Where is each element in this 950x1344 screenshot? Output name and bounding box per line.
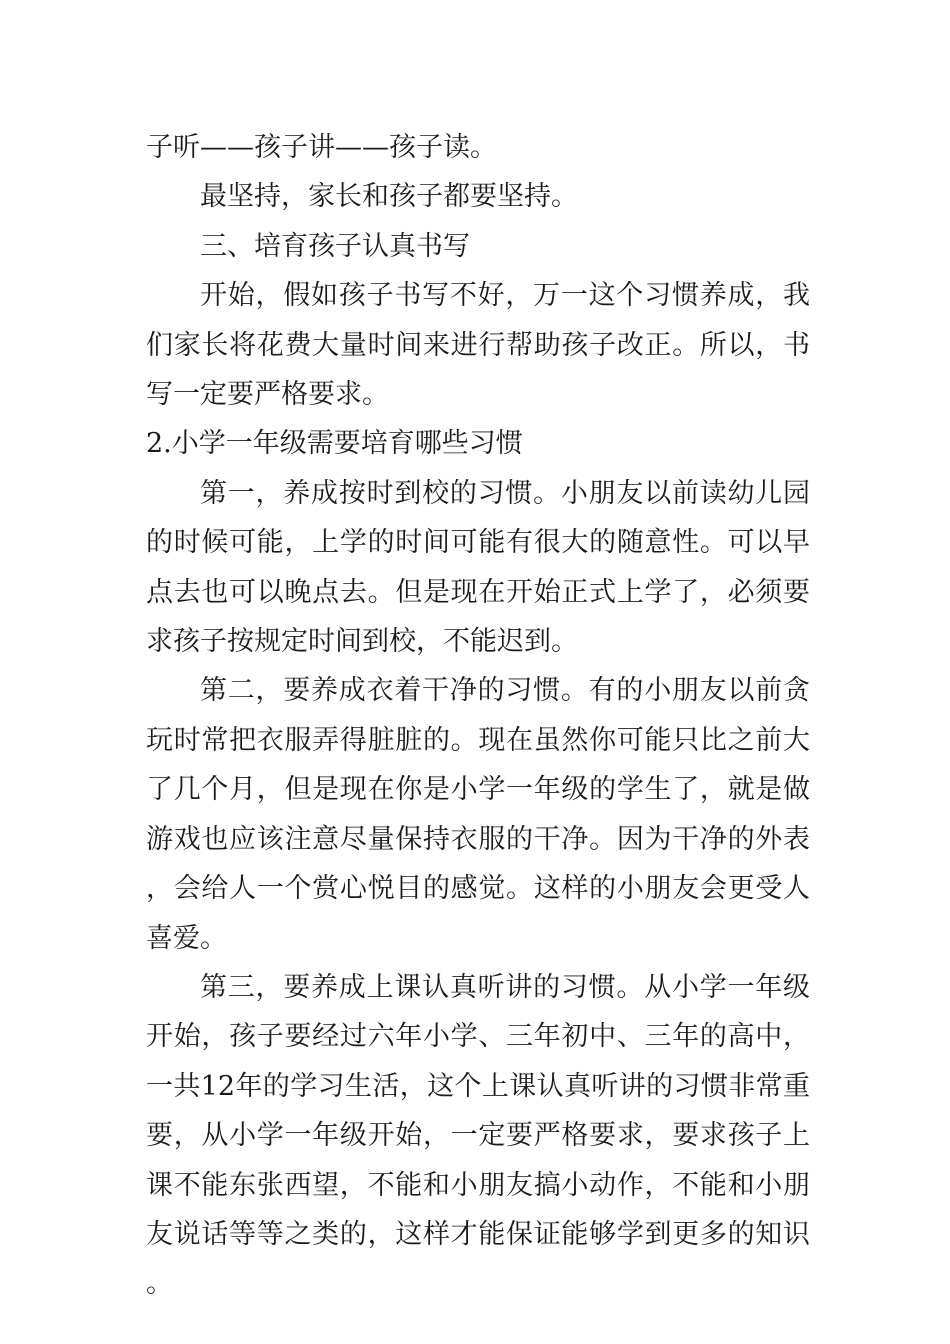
paragraph-habit-listening: 第三，要养成上课认真听讲的习惯。从小学一年级开始，孩子要经过六年小学、三年初中、三年的高中，一共12年的学习生活，这个上课认真听讲的习惯非常重要，从小学一年级开始，一定要严格要求，要求孩子上课不能东张西望，不能和小朋友搞小动作，不能和小朋友说话等等之类的，这样才能保证能够学到更多的知识。 xyxy=(146,971,810,1300)
document-body xyxy=(146,123,810,1309)
paragraph-habit-clean-clothes: 第二，要养成衣着干净的习惯。有的小朋友以前贪玩时常把衣服弄得脏脏的。现在虽然你可能只比之前大了几个月，但是现在你是小学一年级的学生了，就是做游戏也应该注意尽量保持衣服的干净。因为干净的外表，会给人一个赏心悦目的感觉。这样的小朋友会更受人喜爱。 xyxy=(146,675,810,954)
paragraph-persistence: 最坚持，家长和孩子都要坚持。 xyxy=(200,181,578,213)
paragraph-habit-punctuality: 第一，养成按时到校的习惯。小朋友以前读幼儿园的时候可能，上学的时间可能有很大的随意性。可以早点去也可以晚点去。但是现在开始正式上学了，必须要求孩子按规定时间到校，不能迟到。 xyxy=(146,477,810,658)
section-heading-habits: 2.小学一年级需要培育哪些习惯 xyxy=(146,428,523,460)
section-heading-writing: 三、培育孩子认真书写 xyxy=(200,230,470,262)
paragraph-continuation: 子听——孩子讲——孩子读。 xyxy=(146,132,497,163)
paragraph-writing: 开始，假如孩子书写不好，万一这个习惯养成，我们家长将花费大量时间来进行帮助孩子改正。所以，书写一定要严格要求。 xyxy=(146,280,810,411)
